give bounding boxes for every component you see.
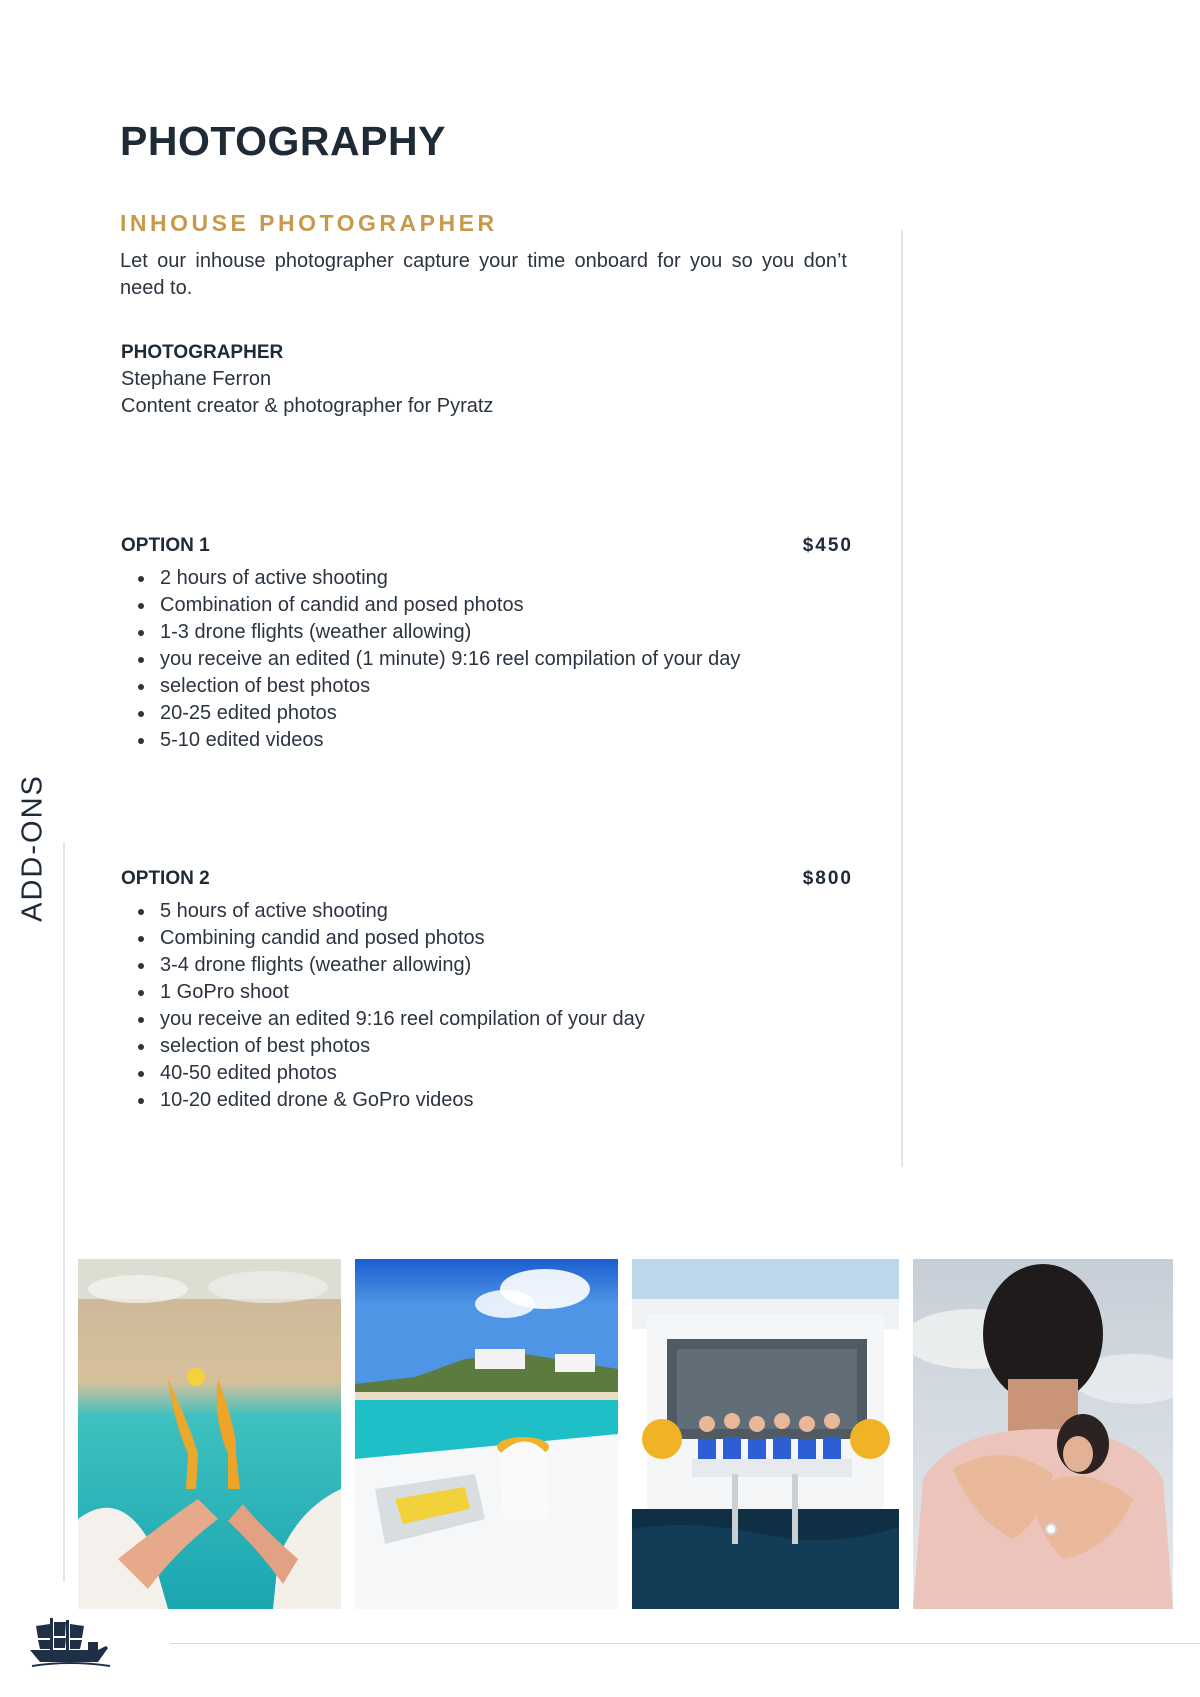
option-1-price: $450 xyxy=(802,535,853,556)
list-item: • 1 GoPro shoot xyxy=(156,979,645,1006)
divider-vertical-left xyxy=(63,842,65,1582)
divider-vertical-right xyxy=(901,230,903,1167)
option-1-features xyxy=(132,565,740,754)
side-section-label: ADD-ONS xyxy=(16,774,49,922)
list-item: • you receive an edited (1 minute) 9:16 reel compilation of your day xyxy=(156,646,740,673)
section-subtitle: INHOUSE PHOTOGRAPHER xyxy=(120,210,498,236)
list-item: • 5 hours of active shooting xyxy=(156,898,645,925)
option-1-title: OPTION 1 xyxy=(121,535,210,556)
pirate-ship-logo xyxy=(28,1616,112,1670)
cocktail-toast-photo xyxy=(78,1259,341,1609)
page-title: PHOTOGRAPHY xyxy=(120,118,446,164)
option-2-price: $800 xyxy=(802,868,853,889)
photographer-role: Content creator & photographer for Pyratz xyxy=(121,395,494,417)
list-item: • selection of best photos xyxy=(156,673,740,700)
option-2-features xyxy=(132,898,645,1114)
list-item: • Combining candid and posed photos xyxy=(156,925,645,952)
list-item: • 2 hours of active shooting xyxy=(156,565,740,592)
list-item: • 3-4 drone flights (weather allowing) xyxy=(156,952,645,979)
list-item: • 1-3 drone flights (weather allowing) xyxy=(156,619,740,646)
divider-bottom xyxy=(170,1643,1200,1644)
couple-embrace-ring-photo xyxy=(913,1259,1173,1609)
list-item: • 20-25 edited photos xyxy=(156,700,740,727)
option-2-title: OPTION 2 xyxy=(121,868,210,889)
boat-deck-hat-photo xyxy=(355,1259,618,1609)
list-item: • 5-10 edited videos xyxy=(156,727,740,754)
photographer-label: PHOTOGRAPHER xyxy=(121,342,284,363)
list-item: • selection of best photos xyxy=(156,1033,645,1060)
list-item: • you receive an edited 9:16 reel compilation of your day xyxy=(156,1006,645,1033)
photographer-name: Stephane Ferron xyxy=(121,368,272,390)
intro-text: Let our inhouse photographer capture your time onboard for you so you don’t need to. xyxy=(120,250,847,299)
list-item: • Combination of candid and posed photos xyxy=(156,592,740,619)
list-item: • 40-50 edited photos xyxy=(156,1060,645,1087)
group-on-catamaran-photo xyxy=(632,1259,899,1609)
list-item: • 10-20 edited drone & GoPro videos xyxy=(156,1087,645,1114)
